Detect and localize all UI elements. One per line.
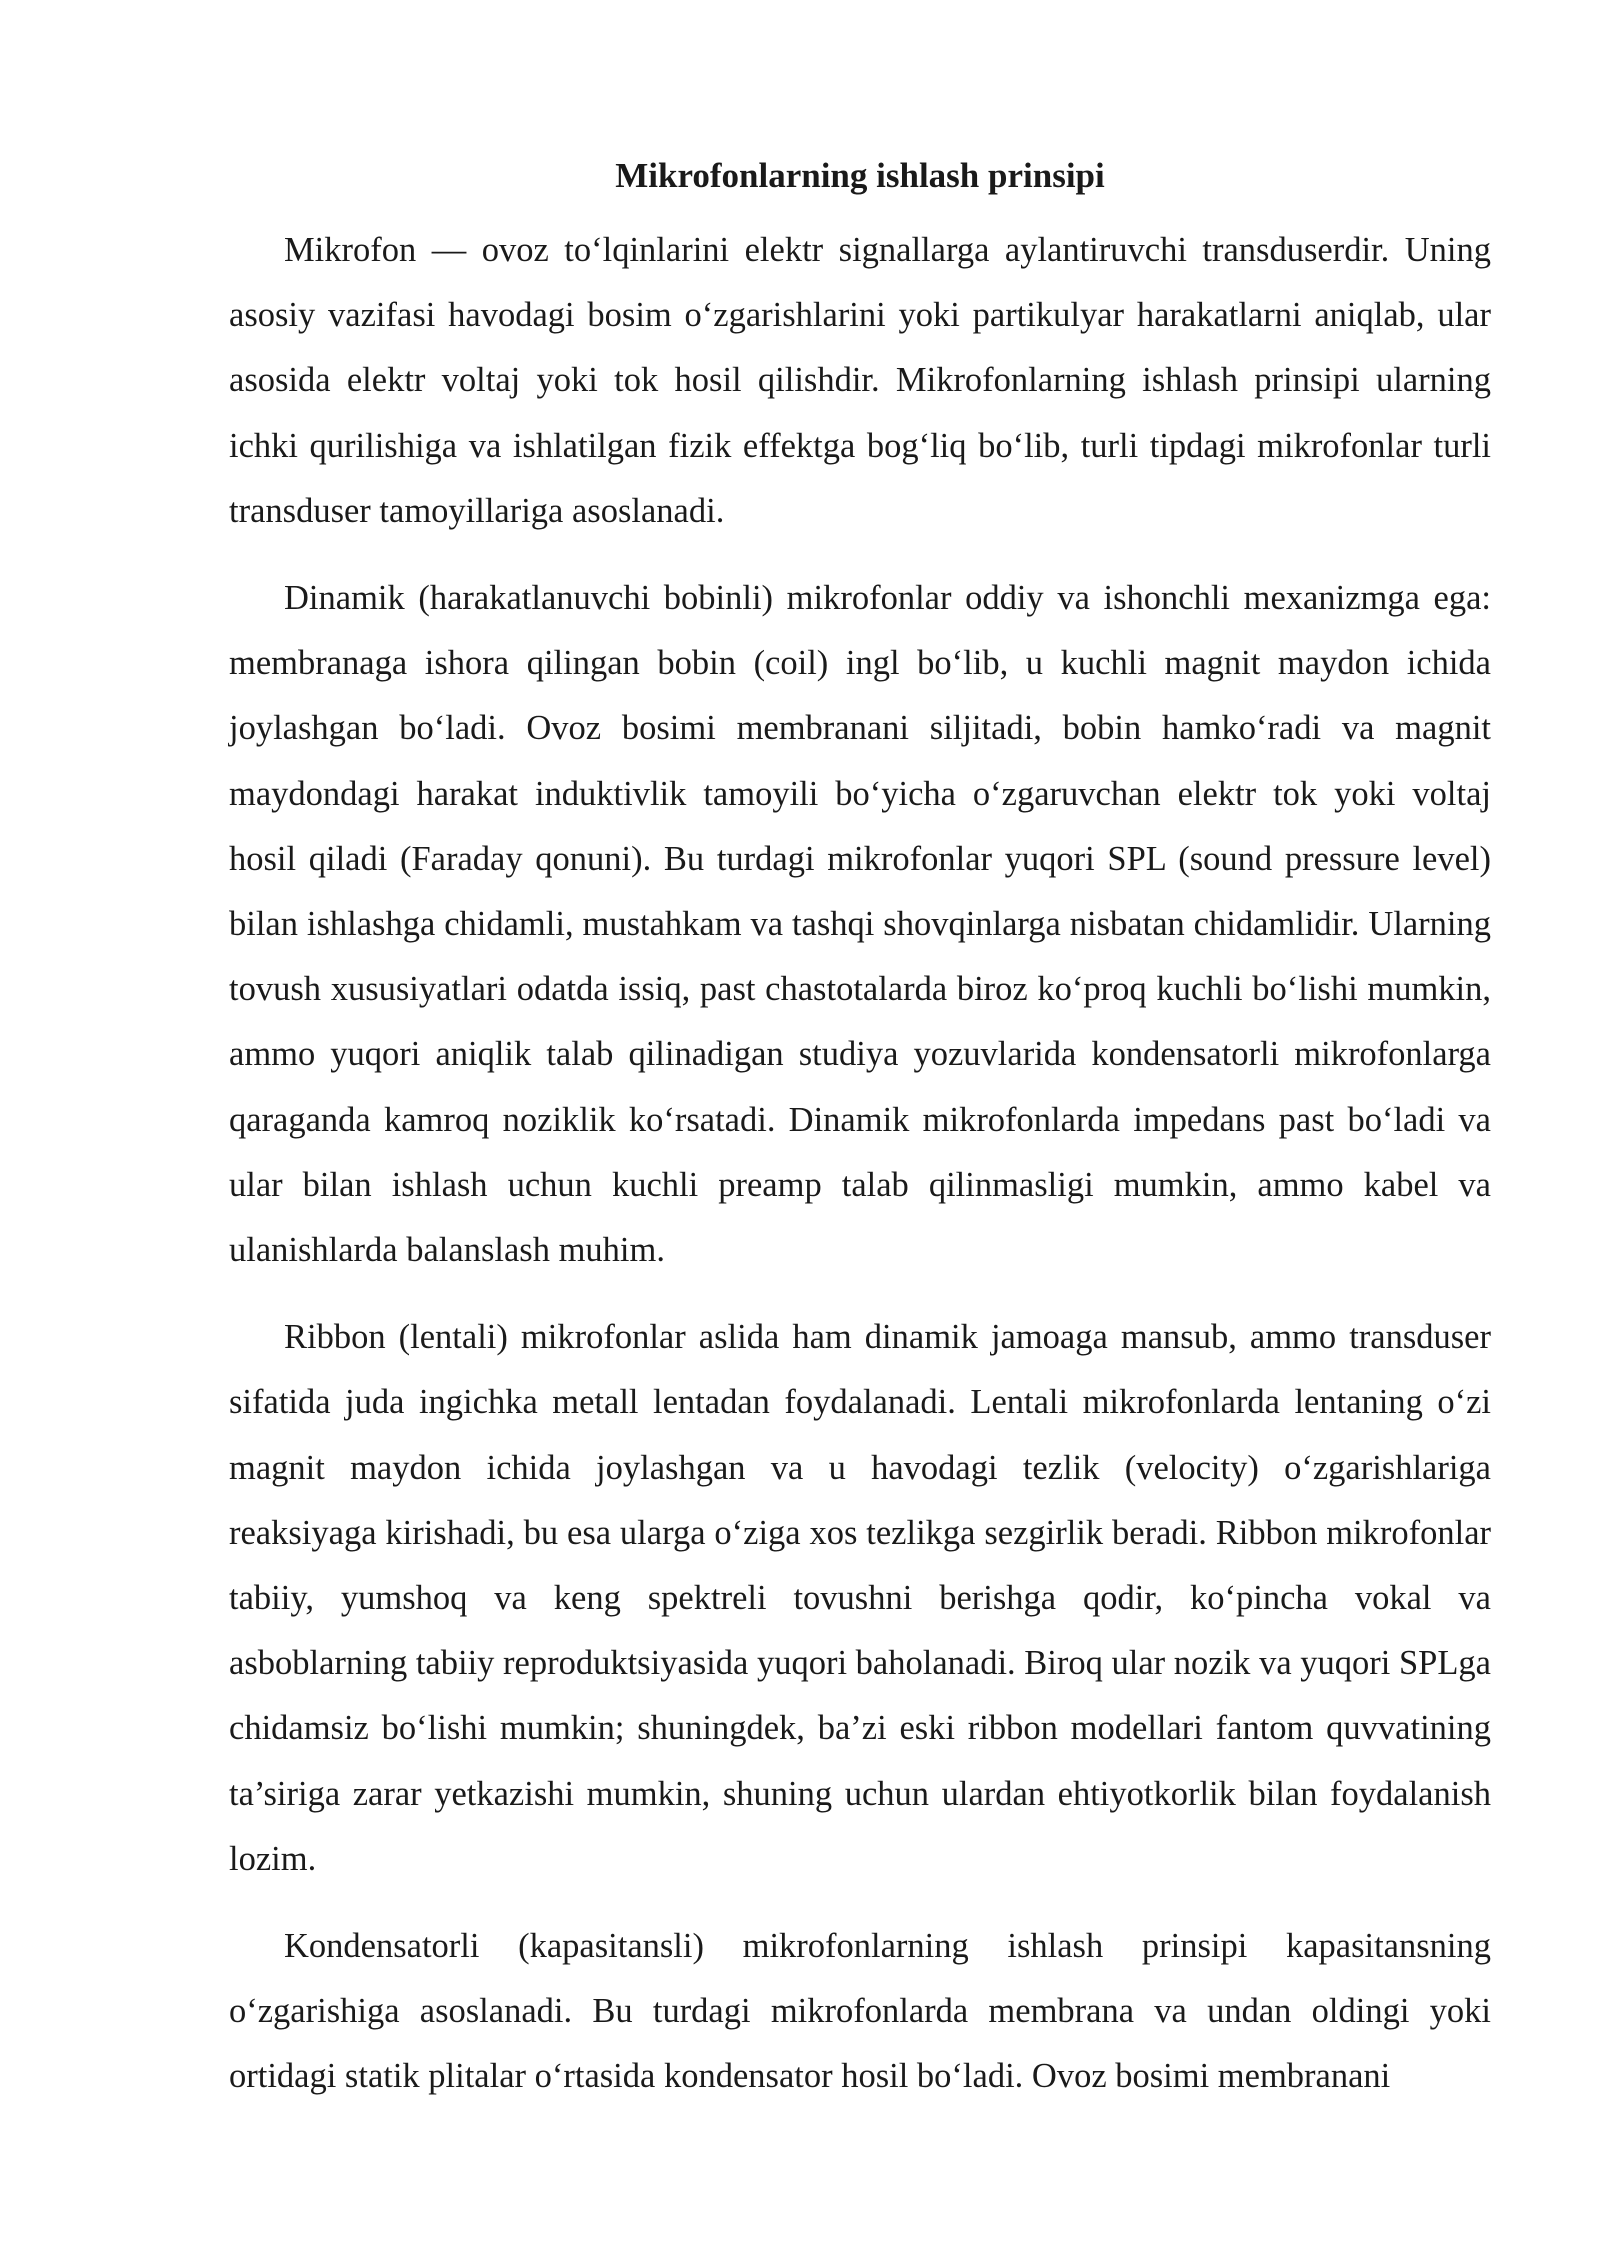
paragraph-dynamic-microphones: Dinamik (harakatlanuvchi bobinli) mikrofonlar oddiy va ishonchli mexanizmga ega: membranaga ishora qilingan bobin (coil) ingl bo‘lib, u kuchli magnit maydon ichida joylashgan bo‘ladi. Ovoz bosimi membranani siljitadi, bobin hamko‘radi va magnit maydondagi harakat induktivlik tamoyili bo‘yicha o‘zgaruvchan elektr tok yoki voltaj hosil qiladi (Faraday qonuni). Bu turdagi mikrofonlar yuqori SPL (sound pressure level) bilan ishlashga chidamli, mustahkam va tashqi shovqinlarga nisbatan chidamlidir. Ularning tovush xususiyatlari odatda issiq, past chastotalarda biroz ko‘proq kuchli bo‘lishi mumkin, ammo yuqori aniqlik talab qilinadigan studiya yozuvlarida kondensatorli mikrofonlarga qaraganda kamroq noziklik ko‘rsatadi. Dinamik mikrofonlarda impedans past bo‘ladi va ular bilan ishlash uchun kuchli preamp talab qilinmasligi mumkin, ammo kabel va ulanishlarda balanslash muhim. [229,579,1491,1270]
paragraph-ribbon-microphones: Ribbon (lentali) mikrofonlar aslida ham dinamik jamoaga mansub, ammo transduser sifatida juda ingichka metall lentadan foydalanadi. Lentali mikrofonlarda lentaning o‘zi magnit maydon ichida joylashgan va u havodagi tezlik (velocity) o‘zgarishlariga reaksiyaga kirishadi, bu esa ularga o‘ziga xos tezlikga sezgirlik beradi. Ribbon mikrofonlar tabiiy, yumshoq va keng spektreli tovushni berishga qodir, ko‘pincha vokal va asboblarning tabiiy reproduktsiyasida yuqori baholanadi. Biroq ular nozik va yuqori SPLga chidamsiz bo‘lishi mumkin; shuningdek, ba’zi eski ribbon modellari fantom quvvatining ta’siriga zarar yetkazishi mumkin, shuning uchun ulardan ehtiyotkorlik bilan foydalanish lozim. [229,1318,1491,1878]
paragraph-intro: Mikrofon — ovoz to‘lqinlarini elektr signallarga aylantiruvchi transduserdir. Uning asosiy vazifasi havodagi bosim o‘zgarishlarini yoki partikulyar harakatlarni aniqlab, ular asosida elektr voltaj yoki tok hosil qilishdir. Mikrofonlarning ishlash prinsipi ularning ichki qurilishiga va ishlatilgan fizik effektga bog‘liq bo‘lib, turli tipdagi mikrofonlar turli transduser tamoyillariga asoslanadi. [229,231,1491,530]
paragraph-condenser-microphones: Kondensatorli (kapasitansli) mikrofonlarning ishlash prinsipi kapasitansning o‘zgarishiga asoslanadi. Bu turdagi mikrofonlarda membrana va undan oldingi yoki ortidagi statik plitalar o‘rtasida kondensator hosil bo‘ladi. Ovoz bosimi membranani [229,1927,1491,2096]
document-body [229,150,1491,2132]
document-title: Mikrofonlarning ishlash prinsipi [615,156,1105,195]
